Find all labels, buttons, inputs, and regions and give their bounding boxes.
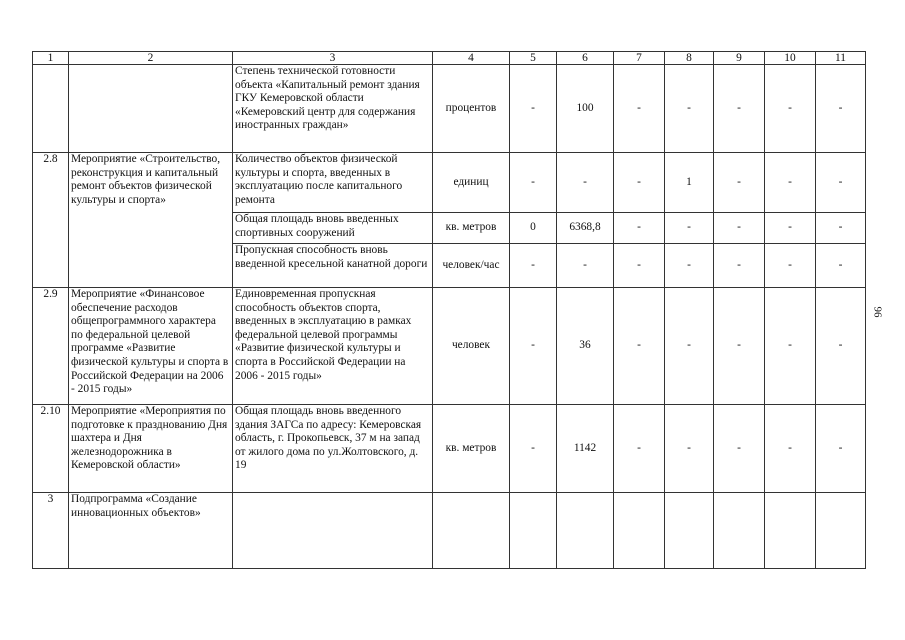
value-cell: - [765, 288, 816, 405]
unit: человек [433, 288, 510, 405]
measure-name: Мероприятие «Мероприятия по подготовке к празднованию Дня шахтера и Дня железнодорожника в Кемеровской области» [69, 405, 233, 493]
value-cell: - [510, 288, 557, 405]
row-number [33, 65, 69, 153]
indicator-text: Общая площадь вновь введенных спортивных сооружений [233, 213, 433, 244]
indicators-table [32, 51, 866, 569]
value-cell: 1 [665, 153, 714, 213]
empty-cell [816, 493, 866, 569]
measure-name: Мероприятие «Финансовое обеспечение расходов общепрограммного характера по федеральной целевой программе «Развитие физической культуры и спорта в Российской Федерации на 2006 - 2015 годы» [69, 288, 233, 405]
value-cell: - [714, 244, 765, 288]
value-cell: - [665, 244, 714, 288]
value-cell: - [510, 244, 557, 288]
column-number: 11 [816, 52, 866, 65]
value-cell: - [816, 153, 866, 213]
value-cell: - [714, 213, 765, 244]
value-cell: - [714, 405, 765, 493]
value-cell: - [714, 65, 765, 153]
table-row [33, 493, 866, 569]
table-row [33, 153, 866, 213]
empty-cell [557, 493, 614, 569]
value-cell: - [765, 213, 816, 244]
table-row [33, 288, 866, 405]
value-cell: - [665, 288, 714, 405]
value-cell: - [557, 153, 614, 213]
row-number: 2.8 [33, 153, 69, 288]
value-cell: - [816, 405, 866, 493]
measure-name: Подпрограмма «Создание инновационных объектов» [69, 493, 233, 569]
indicator-text: Пропускная способность вновь введенной кресельной канатной дороги [233, 244, 433, 288]
value-cell: - [665, 65, 714, 153]
value-cell: - [765, 405, 816, 493]
unit: кв. метров [433, 405, 510, 493]
column-number: 1 [33, 52, 69, 65]
value-cell: - [714, 153, 765, 213]
value-cell: - [816, 65, 866, 153]
column-number: 6 [557, 52, 614, 65]
table-row [33, 405, 866, 493]
column-number: 7 [614, 52, 665, 65]
table-row [33, 65, 866, 153]
indicator-text: Количество объектов физической культуры и спорта, введенных в эксплуатацию после капитального ремонта [233, 153, 433, 213]
column-number: 9 [714, 52, 765, 65]
indicator-text: Степень технической готовности объекта «Капитальный ремонт здания ГКУ Кемеровской области «Кемеровский центр для содержания иностранных граждан» [233, 65, 433, 153]
measure-name [69, 65, 233, 153]
value-cell: - [510, 153, 557, 213]
value-cell: - [510, 405, 557, 493]
value-cell: - [614, 153, 665, 213]
column-number: 10 [765, 52, 816, 65]
column-number: 4 [433, 52, 510, 65]
value-cell: 6368,8 [557, 213, 614, 244]
value-cell: - [614, 65, 665, 153]
value-cell: - [510, 65, 557, 153]
empty-cell [510, 493, 557, 569]
indicator-text: Единовременная пропускная способность объектов спорта, введенных в эксплуатацию в рамках федеральной целевой программы «Развитие физической культуры и спорта в Российской Федерации на 2006 - 2015 годы» [233, 288, 433, 405]
column-number: 5 [510, 52, 557, 65]
value-cell: - [614, 288, 665, 405]
empty-cell [765, 493, 816, 569]
empty-cell [233, 493, 433, 569]
unit: человек/час [433, 244, 510, 288]
value-cell: 1142 [557, 405, 614, 493]
value-cell: 36 [557, 288, 614, 405]
column-number: 8 [665, 52, 714, 65]
row-number: 3 [33, 493, 69, 569]
value-cell: - [614, 244, 665, 288]
unit: единиц [433, 153, 510, 213]
empty-cell [614, 493, 665, 569]
value-cell: - [816, 213, 866, 244]
page-number: 96 [871, 306, 884, 318]
column-number: 2 [69, 52, 233, 65]
value-cell: - [765, 65, 816, 153]
value-cell: - [665, 213, 714, 244]
empty-cell [433, 493, 510, 569]
value-cell: 100 [557, 65, 614, 153]
value-cell: - [665, 405, 714, 493]
value-cell: - [765, 153, 816, 213]
row-number: 2.10 [33, 405, 69, 493]
value-cell: - [816, 288, 866, 405]
value-cell: - [765, 244, 816, 288]
empty-cell [665, 493, 714, 569]
value-cell: - [816, 244, 866, 288]
value-cell: - [714, 288, 765, 405]
value-cell: - [614, 405, 665, 493]
column-number-row [33, 52, 866, 65]
unit: процентов [433, 65, 510, 153]
value-cell: - [557, 244, 614, 288]
empty-cell [714, 493, 765, 569]
row-number: 2.9 [33, 288, 69, 405]
measure-name: Мероприятие «Строительство, реконструкция и капитальный ремонт объектов физической культуры и спорта» [69, 153, 233, 288]
column-number: 3 [233, 52, 433, 65]
indicator-text: Общая площадь вновь введенного здания ЗАГСа по адресу: Кемеровская область, г. Прокопьевск, 37 м на запад от жилого дома по ул.Жолтовского, д. 19 [233, 405, 433, 493]
unit: кв. метров [433, 213, 510, 244]
value-cell: 0 [510, 213, 557, 244]
value-cell: - [614, 213, 665, 244]
